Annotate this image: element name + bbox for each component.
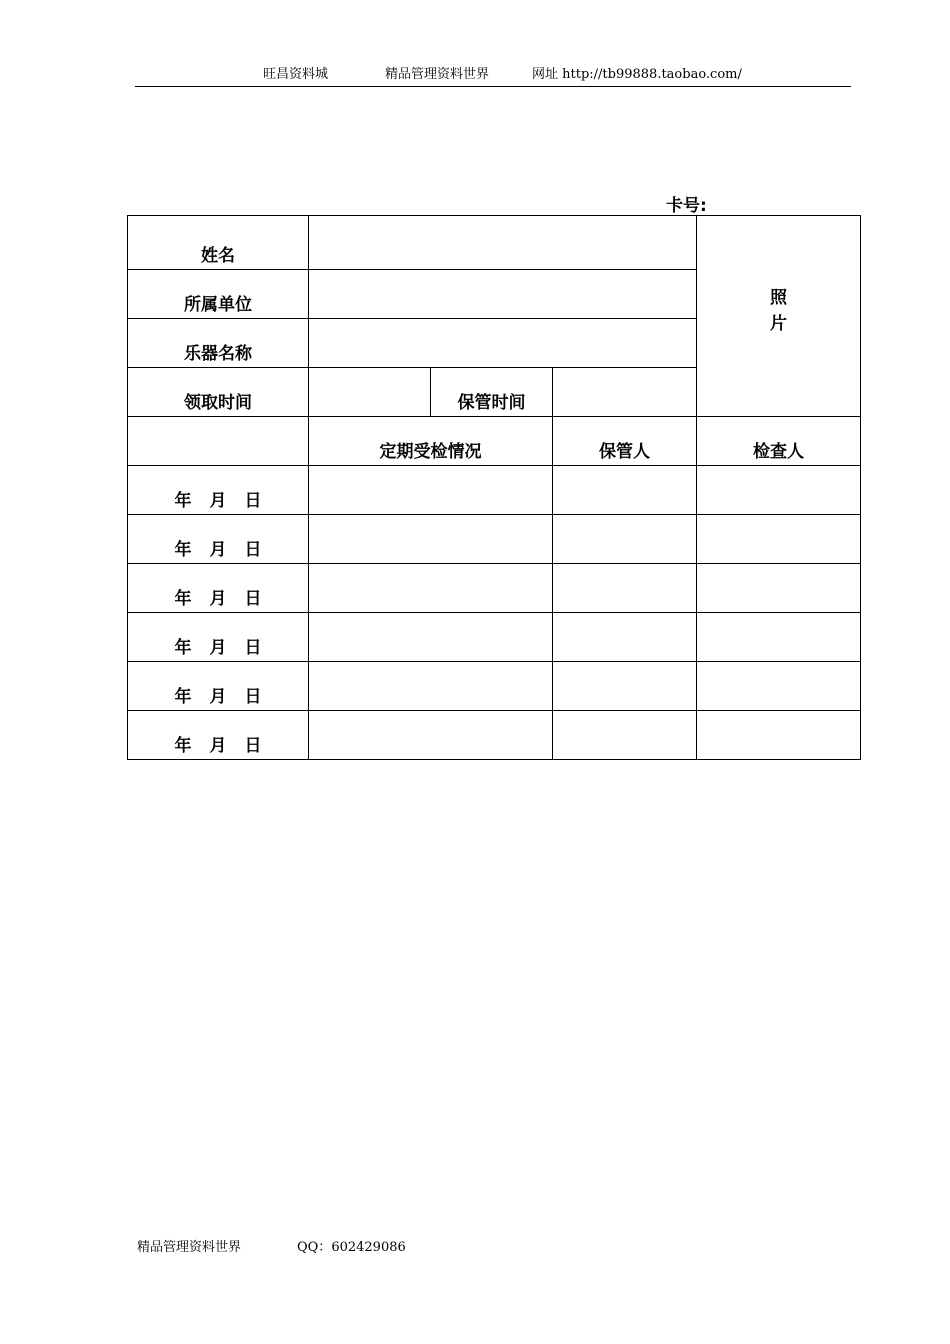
table-row (128, 613, 861, 662)
month-label: 月 (209, 687, 227, 707)
custodian-field[interactable] (553, 662, 697, 711)
custodian-field[interactable] (553, 466, 697, 515)
table-row (128, 515, 861, 564)
month-label: 月 (209, 638, 227, 658)
inspection-field[interactable] (309, 662, 553, 711)
year-label: 年 (174, 638, 192, 658)
day-label: 日 (244, 589, 262, 609)
inspector-field[interactable] (697, 515, 861, 564)
header-slogan: 精品管理资料世界 (385, 67, 490, 82)
inspection-field[interactable] (309, 613, 553, 662)
instrument-label: 乐器名称 (128, 319, 309, 368)
year-label: 年 (174, 687, 192, 707)
custodian-field[interactable] (553, 515, 697, 564)
date-label (128, 662, 309, 711)
custody-time-label: 保管时间 (431, 368, 553, 417)
row-name (128, 216, 861, 270)
custodian-column-header: 保管人 (553, 417, 697, 466)
day-label: 日 (244, 687, 262, 707)
page-footer (137, 1236, 406, 1255)
header-url: 网址 http://tb99888.taobao.com/ (532, 67, 742, 82)
inspection-field[interactable] (309, 515, 553, 564)
custodian-field[interactable] (553, 564, 697, 613)
inspector-field[interactable] (697, 662, 861, 711)
name-field[interactable] (309, 216, 697, 270)
table-row (128, 711, 861, 760)
inspector-field[interactable] (697, 564, 861, 613)
year-label: 年 (174, 491, 192, 511)
inspector-field[interactable] (697, 613, 861, 662)
footer-qq: QQ：602429086 (297, 1240, 406, 1255)
date-label (128, 711, 309, 760)
inspection-field[interactable] (309, 711, 553, 760)
month-label: 月 (209, 540, 227, 560)
instrument-field[interactable] (309, 319, 697, 368)
inspector-field[interactable] (697, 466, 861, 515)
month-label: 月 (209, 589, 227, 609)
header-site-name: 旺昌资料城 (263, 67, 329, 82)
page-header (135, 64, 851, 87)
footer-text: 精品管理资料世界 (137, 1240, 242, 1255)
inspection-header-row (128, 417, 861, 466)
photo-box (697, 216, 861, 417)
unit-field[interactable] (309, 270, 697, 319)
day-label: 日 (244, 638, 262, 658)
custodian-field[interactable] (553, 613, 697, 662)
table-row (128, 564, 861, 613)
inspector-column-header: 检查人 (697, 417, 861, 466)
receive-time-field[interactable] (309, 368, 431, 417)
month-label: 月 (209, 491, 227, 511)
inspection-field[interactable] (309, 466, 553, 515)
card-number-label: 卡号: (666, 196, 707, 216)
year-label: 年 (174, 540, 192, 560)
custody-time-field[interactable] (553, 368, 697, 417)
date-label (128, 515, 309, 564)
date-label (128, 466, 309, 515)
receive-time-label: 领取时间 (128, 368, 309, 417)
date-column-header (128, 417, 309, 466)
inspector-field[interactable] (697, 711, 861, 760)
name-label: 姓名 (128, 216, 309, 270)
unit-label: 所属单位 (128, 270, 309, 319)
year-label: 年 (174, 589, 192, 609)
table-row (128, 466, 861, 515)
photo-label-2: 片 (770, 314, 788, 334)
inspection-field[interactable] (309, 564, 553, 613)
day-label: 日 (244, 491, 262, 511)
custodian-field[interactable] (553, 711, 697, 760)
day-label: 日 (244, 540, 262, 560)
instrument-card-table (127, 215, 861, 760)
date-label (128, 613, 309, 662)
photo-label-1: 照 (770, 288, 788, 308)
table-row (128, 662, 861, 711)
year-label: 年 (174, 736, 192, 756)
inspection-column-header: 定期受检情况 (309, 417, 553, 466)
day-label: 日 (244, 736, 262, 756)
month-label: 月 (209, 736, 227, 756)
date-label (128, 564, 309, 613)
